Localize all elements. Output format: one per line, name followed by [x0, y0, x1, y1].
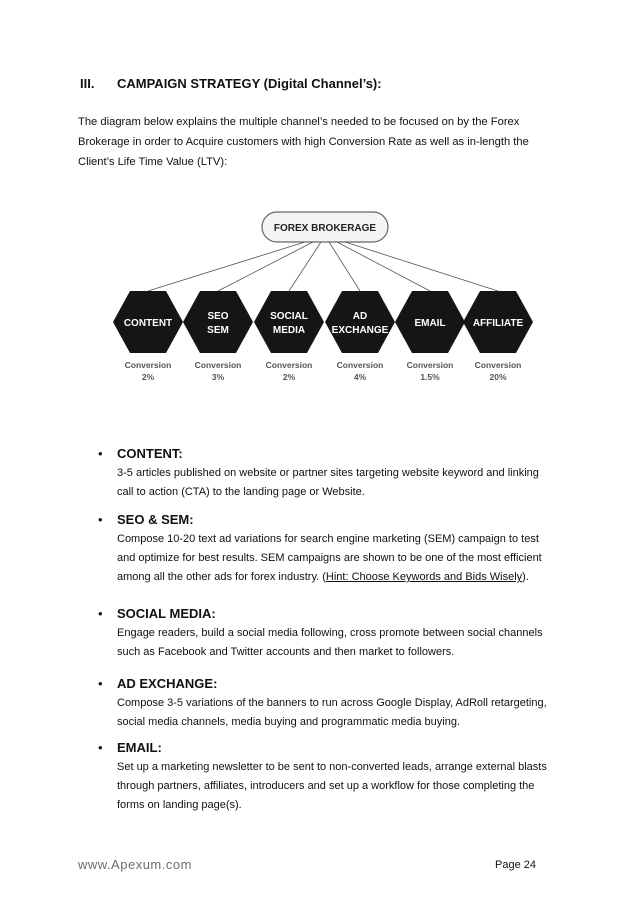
connector-lines: [148, 242, 498, 291]
channel-label: SOCIAL: [270, 311, 308, 322]
conversion-value: 3%: [211, 372, 225, 382]
bullet-title: CONTENT:: [117, 446, 183, 461]
conversion-label: Conversion: [124, 360, 172, 370]
channel-label: SEO: [207, 311, 229, 322]
bullet-body: [117, 530, 549, 587]
conversion-label: Conversion: [406, 360, 454, 370]
bullet-marker: •: [98, 676, 103, 691]
channel-node: [463, 291, 533, 382]
root-node-label: FOREX BROKERAGE: [273, 223, 377, 234]
channel-node: [395, 291, 465, 382]
bullet-marker: •: [98, 446, 103, 461]
intro-paragraph: The diagram below explains the multiple channel’s needed to be focused on by the Forex Brokerage in order to Acquire customers with high Conversion Rate as well as in-length the Client’s Life Time Value (LTV):: [78, 116, 529, 168]
channel-node: [254, 291, 324, 382]
channel-hexagon: [254, 291, 324, 353]
connector-line: [218, 242, 313, 291]
channel-label: CONTENT: [123, 318, 173, 329]
bullet-marker: •: [98, 606, 103, 621]
channel-hexagon: [183, 291, 253, 353]
root-node: [262, 212, 388, 242]
bullet-marker: •: [98, 740, 103, 755]
bullet-title: SOCIAL MEDIA:: [117, 606, 216, 621]
bullet-body-text: Compose 10-20 text ad variations for search engine marketing (SEM) campaign to test and optimize for best results. SEM campaigns are shown to be one of the most efficient among all the other ads for forex industry. (: [117, 533, 542, 583]
bullet-body: [117, 758, 549, 815]
conversion-label: Conversion: [474, 360, 522, 370]
bullet-body-text: Engage readers, build a social media following, cross promote between social channels such as Facebook and Twitter accounts and then market to followers.: [117, 627, 543, 658]
conversion-value: 2%: [282, 372, 296, 382]
connector-line: [329, 242, 360, 291]
channel-label: MEDIA: [272, 325, 306, 336]
connector-line: [337, 242, 430, 291]
conversion-label: Conversion: [336, 360, 384, 370]
channel-node: [325, 291, 395, 382]
channel-label: AD: [352, 311, 368, 322]
conversion-label: Conversion: [265, 360, 313, 370]
connector-line: [345, 242, 498, 291]
connector-line: [289, 242, 321, 291]
channel-label: EMAIL: [414, 318, 446, 329]
footer-site: www.Apexum.com: [78, 857, 192, 872]
hint-text: Hint: Choose Keywords and Bids Wisely: [325, 571, 523, 583]
conversion-value: 20%: [489, 372, 507, 382]
bullet-marker: •: [98, 512, 103, 527]
bullet-body-text: 3-5 articles published on website or partner sites targeting website keyword and linking call to action (CTA) to the landing page or Website.: [117, 467, 539, 498]
bullet-body-text: Set up a marketing newsletter to be sent to non-converted leads, arrange external blasts through partners, affiliates, introducers and set up a workflow for those completing the forms on landing page(s).: [117, 761, 547, 811]
channel-label: AFFILIATE: [472, 318, 524, 329]
connector-line: [148, 242, 305, 291]
bullet-title: AD EXCHANGE:: [117, 676, 218, 691]
channel-label: SEM: [207, 325, 229, 336]
bullet-body: [117, 464, 549, 502]
channel-diagram: [0, 200, 638, 390]
channel-node: [183, 291, 253, 382]
channel-hexagon: [325, 291, 395, 353]
bullet-title: EMAIL:: [117, 740, 162, 755]
conversion-value: 1.5%: [420, 372, 440, 382]
bullet-body: [117, 624, 549, 662]
conversion-label: Conversion: [194, 360, 242, 370]
conversion-value: 2%: [141, 372, 155, 382]
bullet-title: SEO & SEM:: [117, 512, 194, 527]
section-title: CAMPAIGN STRATEGY (Digital Channel’s):: [117, 76, 382, 91]
bullet-body-text: Compose 3-5 variations of the banners to run across Google Display, AdRoll retargeting, social media channels, media buying and programmatic media buying.: [117, 697, 547, 728]
footer-page-number: Page 24: [495, 859, 536, 871]
channel-node: [113, 291, 183, 382]
channel-label: EXCHANGE: [331, 325, 389, 336]
bullet-body: [117, 694, 549, 732]
bullet-body-end: ).: [522, 571, 529, 583]
conversion-value: 4%: [353, 372, 367, 382]
section-number: III.: [80, 76, 95, 91]
